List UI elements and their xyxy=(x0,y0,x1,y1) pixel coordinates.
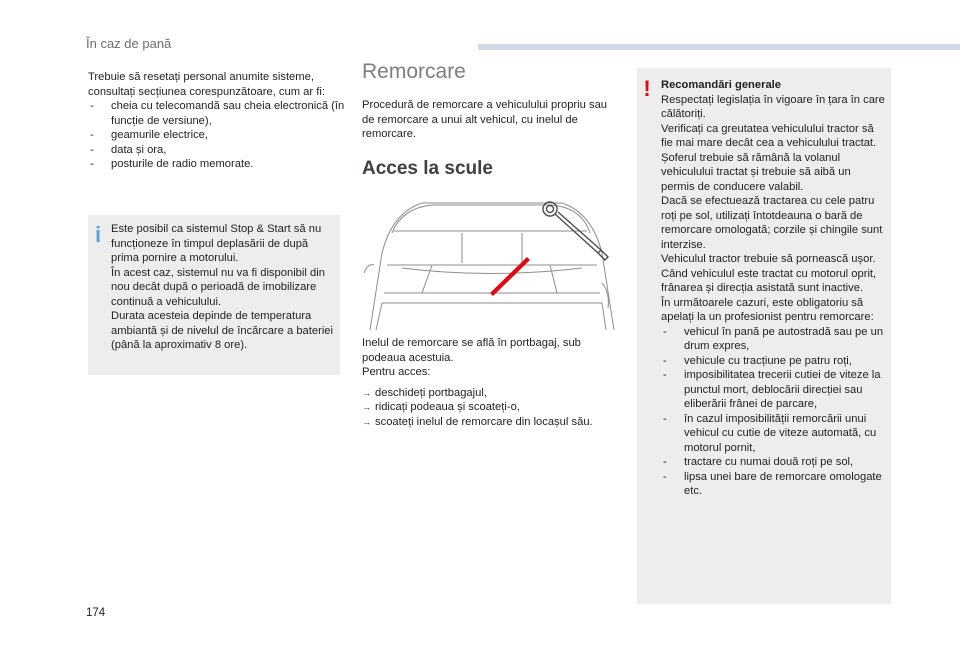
body-line: Inelul de remorcare se află în portbagaj, sub podeaua acestuia. xyxy=(362,337,581,364)
cases-list xyxy=(661,325,887,499)
page-number: 174 xyxy=(86,607,106,619)
trunk-drawing xyxy=(362,193,617,330)
reset-list xyxy=(88,99,346,172)
warning-line: Când vehiculul este tractat cu motorul oprit, frânarea și direcția asistată sunt inactive. xyxy=(661,267,877,294)
warning-heading: Recomandări generale xyxy=(661,79,782,91)
towing-access xyxy=(362,336,620,429)
trunk-illustration xyxy=(362,193,617,330)
list-item: - data și ora, xyxy=(88,143,346,158)
list-item: - vehicule cu tracțiune pe patru roți, xyxy=(661,354,887,369)
list-item: → scoateți inelul de remorcare din locașul său. xyxy=(362,415,620,430)
section-header: În caz de pană xyxy=(86,36,172,51)
steps-list xyxy=(362,386,620,430)
towing-intro: Procedură de remorcare a vehiculului propriu sau de remorcare a unui alt vehicul, cu inelul de remorcare. xyxy=(362,99,608,140)
left-column xyxy=(88,70,346,172)
warning-line: În următoarele cazuri, este obligatoriu să apelați la un profesionist pentru remorcare: xyxy=(661,296,874,323)
list-item: → ridicați podeaua și scoateți-o, xyxy=(362,400,620,415)
warning-line: Verificați ca greutatea vehiculului tractor să fie mai mare decât cea a vehiculului tractat. xyxy=(661,122,877,149)
warning-icon: ! xyxy=(643,76,651,101)
body-line: Pentru acces: xyxy=(362,366,431,378)
info-text xyxy=(111,222,336,353)
warning-text xyxy=(661,78,887,499)
list-item: - posturile de radio memorate. xyxy=(88,157,346,172)
info-line: În acest caz, sistemul nu va fi disponibil din nou decât după o perioadă de imobilizare continuă a vehiculului. xyxy=(111,266,325,308)
list-item: - lipsa unei bare de remorcare omologate etc. xyxy=(661,470,887,499)
subsection-title: Acces la scule xyxy=(362,158,493,179)
header-bar xyxy=(478,44,960,50)
list-item: - cheia cu telecomandă sau cheia electronică (în funcție de versiune), xyxy=(88,99,346,128)
warning-line: Respectați legislația în vigoare în țara în care călătoriți. xyxy=(661,93,885,120)
info-line: Este posibil ca sistemul Stop & Start să nu funcționeze în timpul deplasării de după prima pornire a motorului. xyxy=(111,223,322,264)
list-item: - vehicul în pană pe autostradă sau pe un drum expres, xyxy=(661,325,887,354)
list-item: - imposibilitatea trecerii cutiei de viteze la punctul mort, deblocării direcției sau eliberării frânei de parcare, xyxy=(661,368,887,412)
info-line: Durata acesteia depinde de temperatura ambiantă și de nivelul de încărcare a bateriei (până la aproximativ 8 ore). xyxy=(111,310,334,351)
warning-line: Dacă se efectuează tractarea cu cele patru roți pe sol, utilizați întotdeauna o bară de remorcare omologată; corzile și chingile sunt interzise. xyxy=(661,195,883,251)
page-title: Remorcare xyxy=(362,60,466,83)
warning-box xyxy=(637,68,891,604)
info-icon: i xyxy=(94,222,102,247)
left-intro: Trebuie să resetați personal anumite sisteme, consultați secțiunea corespunzătoare, cum ar fi: xyxy=(88,71,325,98)
warning-line: Vehiculul tractor trebuie să pornească ușor. xyxy=(661,253,876,265)
list-item: → deschideți portbagajul, xyxy=(362,386,620,401)
list-item: - geamurile electrice, xyxy=(88,128,346,143)
warning-line: Șoferul trebuie să rămână la volanul vehiculului tractat și trebuie să aibă un permis de conducere valabil. xyxy=(661,151,851,193)
list-item: - în cazul imposibilității remorcării unui vehicul cu cutie de viteze automată, cu motorul pornit, xyxy=(661,412,887,456)
info-box xyxy=(88,215,340,375)
list-item: - tractare cu numai două roți pe sol, xyxy=(661,455,887,470)
